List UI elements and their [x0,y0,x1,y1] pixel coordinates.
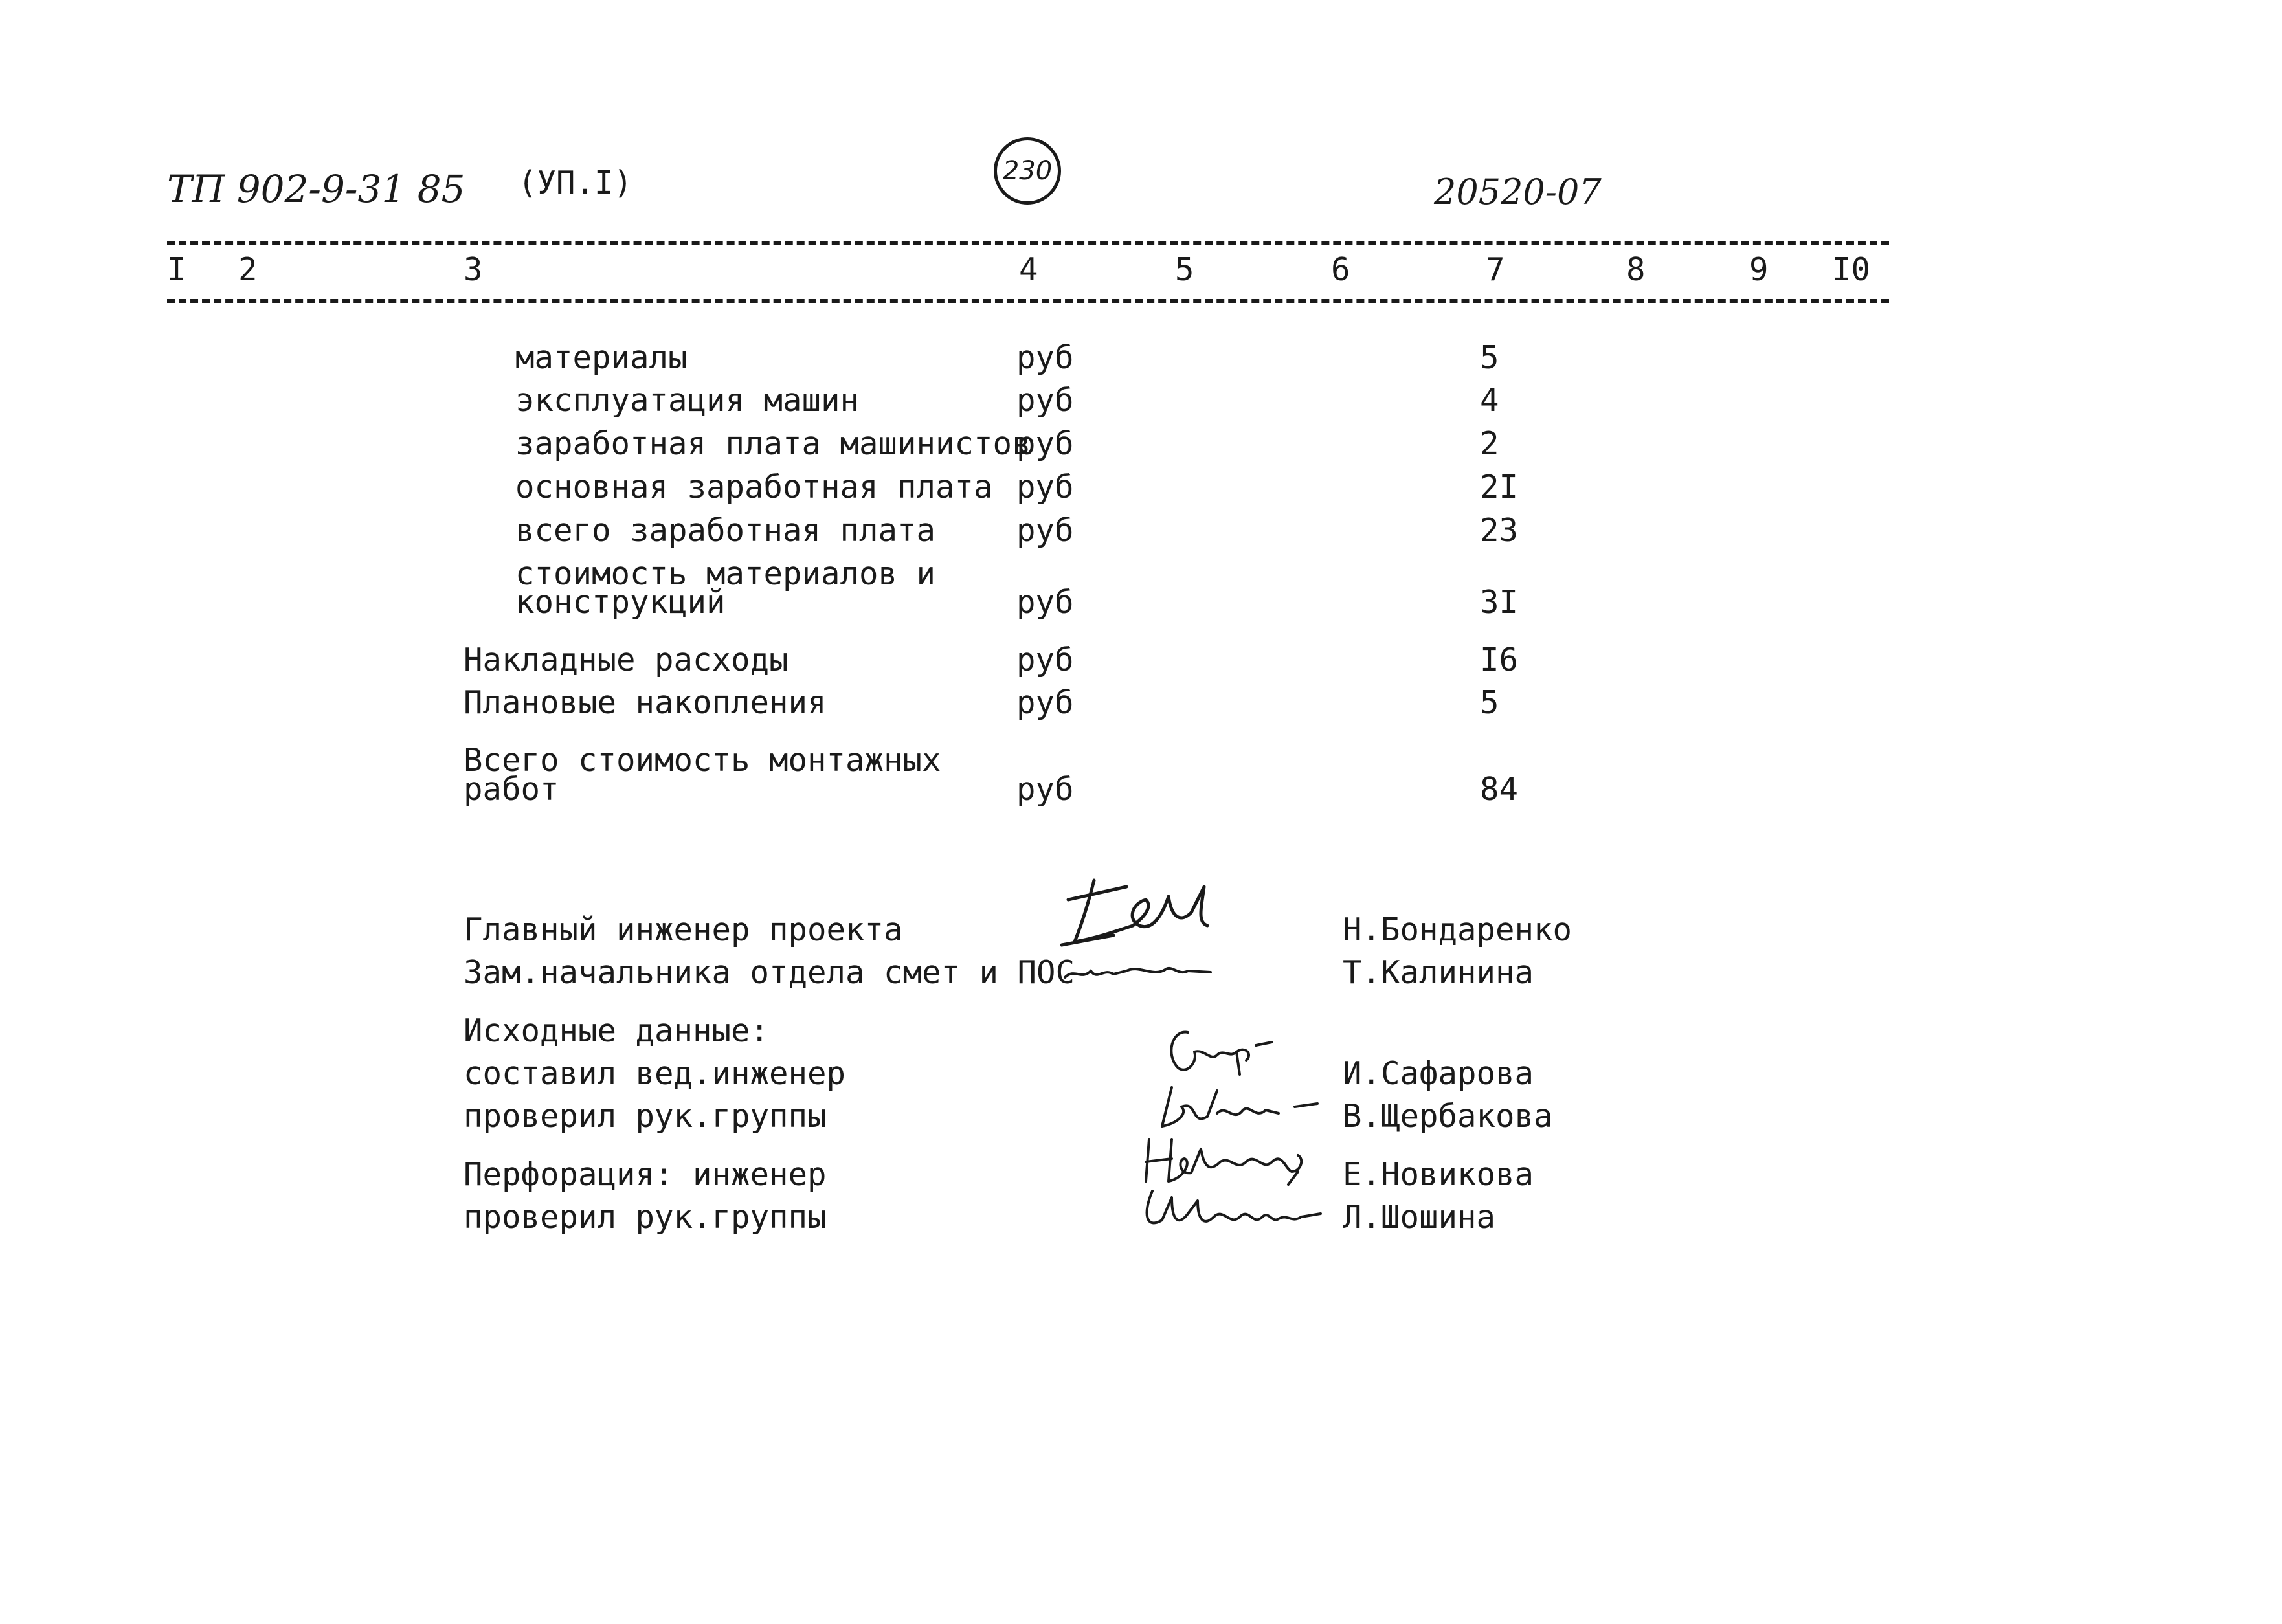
signature-shcherbakova [1152,1078,1334,1136]
header-bottom-rule [167,299,1889,303]
column-header-3: 3 [464,251,483,288]
row-value: I6 [1480,641,1519,678]
row-unit: руб [1016,339,1074,376]
perforation-name: Е.Новикова [1343,1156,1534,1193]
row-unit: руб [1016,382,1074,419]
column-header-7: 7 [1486,251,1505,288]
chief-engineer-name: Н.Бондаренко [1343,911,1572,948]
row-unit: руб [1016,425,1074,462]
column-header-5: 5 [1175,251,1194,288]
row-value: 4 [1480,382,1499,419]
row-value: 2 [1480,425,1499,462]
column-header-4: 4 [1019,251,1038,288]
deputy-head-role: Зам.начальника отдела смет и ПОС [464,954,1075,991]
signature-bondarenko [1055,861,1236,958]
row-value: 5 [1480,684,1499,721]
doc-number: 20520-07 [1434,172,1602,212]
signature-kalinina [1062,951,1217,990]
row-name-materials-cost-line2: конструкций [515,584,726,621]
row-value: 3I [1480,584,1519,621]
page-number-stamp [994,137,1061,205]
checked-by-2-role: проверил рук.группы [464,1199,827,1236]
source-data-heading: Исходные данные: [464,1012,770,1049]
row-name-machinist-wages: заработная плата машинистов [515,425,1031,462]
row-value: 5 [1480,339,1499,376]
row-unit: руб [1016,512,1074,549]
compiled-by-role: составил вед.инженер [464,1055,846,1092]
column-header-6: 6 [1331,251,1350,288]
row-value: 2I [1480,469,1519,506]
signature-shoshina [1136,1181,1330,1240]
row-name-planned-savings: Плановые накопления [464,684,827,721]
row-value: 23 [1480,512,1519,549]
perforation-role: Перфорация: инженер [464,1156,827,1193]
row-name-materials: материалы [515,339,688,376]
row-unit: руб [1016,684,1074,721]
column-header-10: I0 [1832,251,1871,288]
column-header-2: 2 [238,251,258,288]
volume-label: (УП.I) [518,164,633,201]
chief-engineer-role: Главный инженер проекта [464,911,903,948]
row-name-machine-operation: эксплуатация машин [515,382,860,419]
row-name-overhead: Накладные расходы [464,641,789,678]
signature-safarova [1159,1023,1288,1081]
project-code: ТП 902-9-31 85 [167,167,465,211]
deputy-head-name: Т.Калинина [1343,954,1534,991]
row-unit: руб [1016,469,1074,506]
checked-by-2-name: Л.Шошина [1343,1199,1496,1236]
column-header-1: I [167,251,186,288]
column-header-8: 8 [1626,251,1646,288]
row-value: 84 [1480,771,1519,808]
header-top-rule [167,241,1889,245]
row-name-materials-cost-line1: стоимость материалов и [515,555,936,592]
row-unit: руб [1016,771,1074,808]
compiled-by-name: И.Сафарова [1343,1055,1534,1092]
checked-by-1-role: проверил рук.группы [464,1098,827,1135]
page-number: 230 [1002,156,1053,186]
row-name-total-line2: работ [464,771,559,808]
row-name-total-line1: Всего стоимость монтажных [464,742,941,779]
row-unit: руб [1016,584,1074,621]
row-name-base-wages: основная заработная плата [515,469,993,506]
column-header-9: 9 [1749,251,1769,288]
checked-by-1-name: В.Щербакова [1343,1098,1553,1135]
row-unit: руб [1016,641,1074,678]
row-name-total-wages: всего заработная плата [515,512,936,549]
